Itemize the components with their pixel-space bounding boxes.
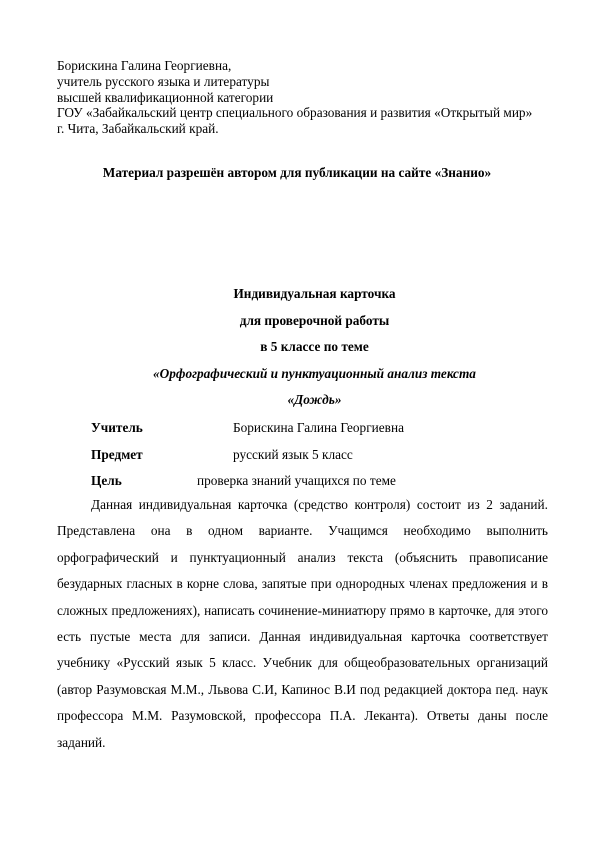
author-category: высшей квалификационной категории <box>57 89 274 105</box>
card-title-line-2: для проверочной работы <box>239 312 390 328</box>
card-title-line-1: Индивидуальная карточка <box>233 286 396 301</box>
author-location: г. Чита, Забайкальский край. <box>57 121 219 137</box>
description-paragraph: Данная индивидуальная карточка (средство контроля) состоит из 2 заданий. Представлена она в одном варианте. Учащимся необходимо выполнить орфографический и пунктуационный анализ текста (объяснить правописание безударных гласных в корне слова, запятые при однородных членах предложения и в сложных предложениях), написать сочинение-миниатюру прямо в карточке, для этого есть пустые места для записи. Данная индивидуальная карточка соответствует учебнику «Русский язык 5 класс. Учебник для общеобразовательных организаций (автор Разумовская М.М., Львова С.И, Капинос В.И под редакцией доктора пед. наук профессора М.М. Разумовской, профессора П.А. Леканта). Ответы даны после заданий. <box>57 497 548 750</box>
subject-value: русский язык 5 класс <box>233 447 353 462</box>
teacher-value: Борискина Галина Георгиевна <box>233 420 404 435</box>
author-position: учитель русского языка и литературы <box>57 73 270 89</box>
card-title-block <box>57 286 572 419</box>
author-organization: ГОУ «Забайкальский центр специального образования и развития «Открытый мир» <box>57 105 533 121</box>
card-text-name: «Дождь» <box>287 392 342 407</box>
author-block <box>57 58 547 137</box>
publication-permission: Материал разрешён автором для публикации на сайте «Знанио» <box>102 165 492 180</box>
card-title-line-3: в 5 классе по теме <box>260 339 369 354</box>
teacher-label: Учитель <box>91 420 143 435</box>
goal-label: Цель <box>91 473 122 488</box>
card-topic-line: «Орфографический и пунктуационный анализ текста <box>153 365 476 381</box>
author-name: Борискина Галина Георгиевна, <box>57 58 232 73</box>
goal-value: проверка знаний учащихся по теме <box>197 473 396 488</box>
subject-label: Предмет <box>91 447 143 462</box>
